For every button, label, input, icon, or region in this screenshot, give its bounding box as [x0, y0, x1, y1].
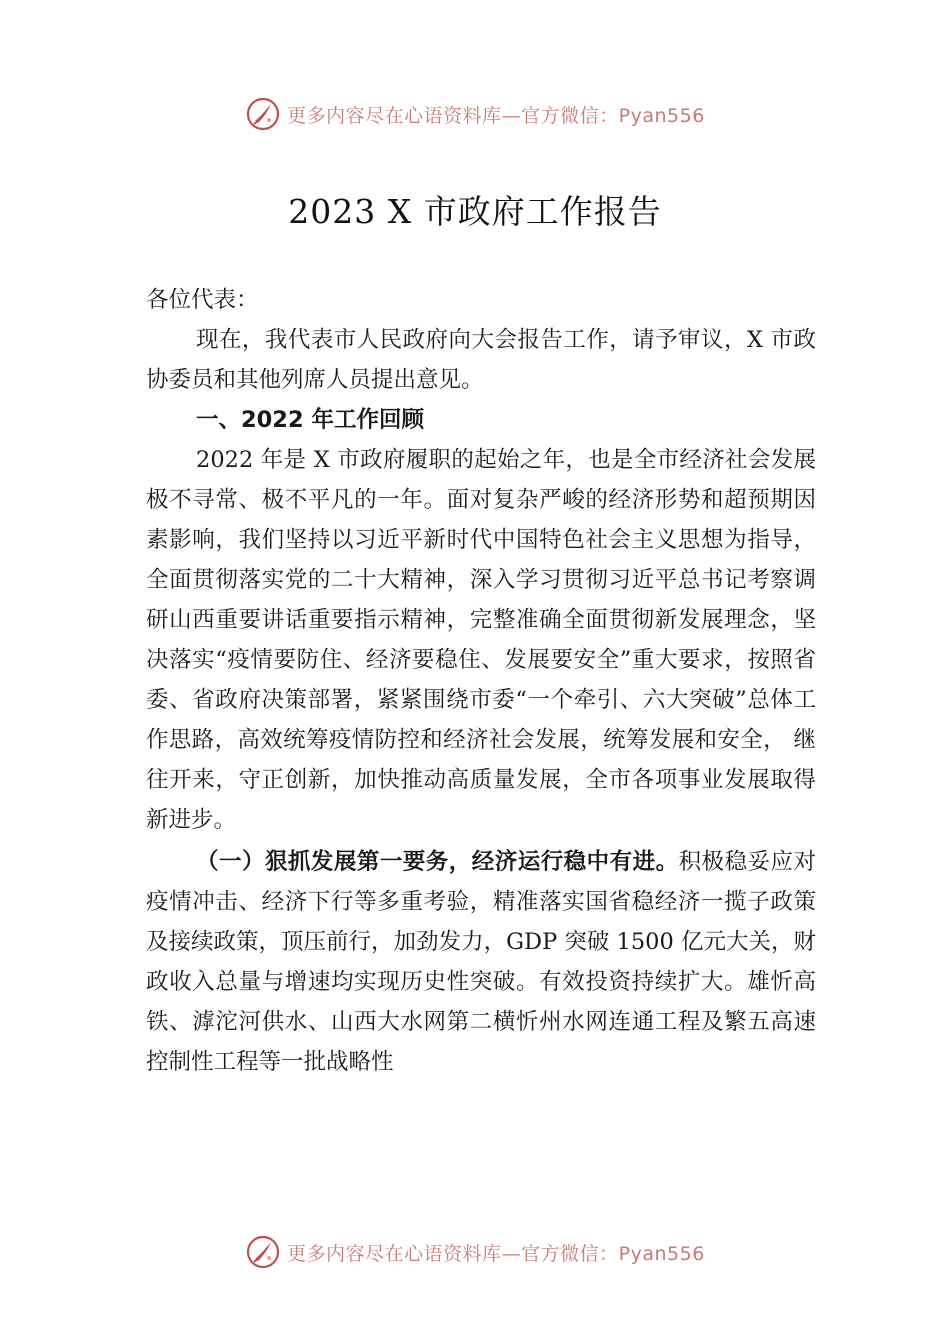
section-body-paragraph: 2022 年是 X 市政府履职的起始之年，也是全市经济社会发展极不寻常、极不平凡的一年。面对复杂严峻的经济形势和超预期因素影响，我们坚持以习近平新时代中国特色社会主义思想为指导，全面贯彻落实党的二十大精神，深入学习贯彻习近平总书记考察调研山西重要讲话重要指示精神，完整准确全面贯彻新发展理念，坚决落实“疫情要防住、经济要稳住、发展要安全”重大要求，按照省委、省政府决策部署，紧紧围绕市委“一个牵引、六大突破”总体工作思路，高效统筹疫情防控和经济社会发展，统筹发展和安全， 继往开来，守正创新，加快推动高质量发展，全市各项事业发展取得新进步。: [146, 447, 816, 833]
quill-logo-icon: [245, 96, 281, 132]
watermark-id: Pyan556: [618, 1242, 705, 1265]
watermark-text: 更多内容尽在心语资料库—官方微信：Pyan556: [287, 1242, 705, 1265]
subsection-paragraph: [146, 842, 816, 1082]
salutation: 各位代表：: [146, 287, 259, 313]
subsection-body: 积极稳妥应对疫情冲击、经济下行等多重考验，精准落实国省稳经济一揽子政策及接续政策，顶压前行，加劲发力，GDP 突破 1500 亿元大关，财政收入总量与增速均实现历史性突破。有效投资持续扩大。雄忻高铁、滹沱河供水、山西大水网第二横忻州水网连通工程及繁五高速控制性工程等一批战略性: [146, 849, 816, 1075]
document-title: 2023 X 市政府工作报告: [288, 192, 662, 231]
section-heading: 一、2022 年工作回顾: [196, 407, 424, 433]
watermark-footer: [0, 1232, 950, 1272]
watermark-header: [0, 94, 950, 134]
subsection-heading: （一）狠抓发展第一要务，经济运行稳中有进。: [196, 849, 679, 875]
watermark-text: 更多内容尽在心语资料库—官方微信：Pyan556: [287, 104, 705, 127]
document-body: [146, 280, 816, 1082]
quill-logo-icon: [245, 1234, 281, 1270]
watermark-id: Pyan556: [618, 104, 705, 127]
intro-paragraph: 现在，我代表市人民政府向大会报告工作，请予审议，X 市政协委员和其他列席人员提出意见。: [146, 327, 816, 393]
